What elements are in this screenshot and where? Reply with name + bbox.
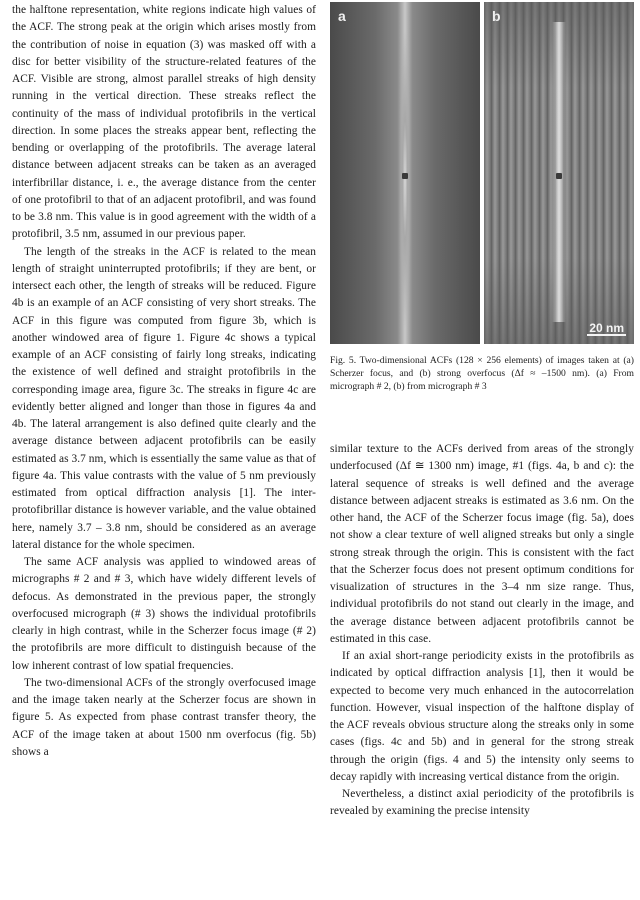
- figure-caption: Fig. 5. Two-dimensional ACFs (128 × 256 elements) of images taken at (a) Scherzer focus, and (b) strong overfocus (Δf ≈ –1500 nm). (a) From micrograph # 2, (b) from micrograph # 3: [330, 355, 634, 392]
- panel-label-a: a: [338, 8, 346, 24]
- right-text-column: [330, 441, 634, 821]
- paragraph: the halftone representation, white regions indicate high values of the ACF. The strong peak at the origin which arises mostly from the contribution of noise in equation (3) was masked off with a disc for better visibility of the structure-related features of the ACF. Visible are strong, almost parallel streaks of high density running in the vertical direction. These streaks reflect the continuity of the mass of individual protofibrils in the vertical direction. In some places the streaks appear bent, reflecting the bending or overlapping of the protofibrils. The average lateral distance between adjacent streaks can be taken as an averaged interfibrillar distance, i. e., the average distance from the center of one protofibril to that of an adjacent protofibril, and was found to be 3.8 nm. This value is in good agreement with the width of a protofibril, 3.5 nm, assumed in our previous paper.: [12, 4, 316, 241]
- origin-mask-disc: [402, 173, 408, 179]
- paragraph: The two-dimensional ACFs of the strongly overfocused image and the image taken nearly at the Scherzer focus are shown in figure 5. As expected from phase contrast transfer theory, the ACF of the image taken at about 1500 nm overfocus (fig. 5b) shows a: [12, 676, 316, 758]
- paragraph: If an axial short-range periodicity exists in the protofibrils as indicated by optical diffraction analysis [1], then it would be expected to become very much enhanced in the autocorrelation function. However, visual inspection of the halftone display of the ACF reveals obvious structure along the streaks only in some cases (figs. 4c and 5b) and in general for the strong streak through the origin (figs. 4 and 5) the intensity only seems to decay rapidly with increasing vertical distance from the origin.: [330, 650, 634, 783]
- scale-bar: 20 nm: [589, 321, 624, 335]
- figure-panel-a: [330, 2, 480, 344]
- paragraph: Nevertheless, a distinct axial periodicity of the protofibrils is revealed by examining the precise intensity: [330, 788, 634, 818]
- central-streak: [552, 22, 566, 322]
- paragraph: The same ACF analysis was applied to windowed areas of micrographs # 2 and # 3, which have widely different levels of defocus. As demonstrated in the previous paper, the strongly overfocused micrograph (# 3) shows the individual protofibrils clearly in high contrast, while in the Scherzer focus image (# 2) the protofibrils are more difficult to distinguish because of the low inherent contrast of low spatial frequencies.: [12, 556, 316, 672]
- left-text-column: [12, 2, 316, 761]
- paragraph: The length of the streaks in the ACF is related to the mean length of straight uninterrupted protofibrils; if they are bent, or intersect each other, the length of streaks will be reduced. Figure 4b is an example of an ACF consisting of very short streaks. The ACF in this figure was computed from figure 3b, which is another windowed area of figure 1. Figure 4c shows a typical example of an ACF consisting of fairly long streaks, indicating the existence of well defined and straight protofibrils in the corresponding image area, figure 3c. The streaks in figure 4c are evidently better aligned and longer than those in figures 4a and 4b. The lateral arrangement is also defined quite clearly and the average distance between adjacent protofibrils can be easily estimated as 3.7 nm, which is essentially the same value as that of figure 4a. This value contrasts with the value of 5 nm previously estimated from optical diffraction analysis [1]. The inter-protofibrillar distance is however variable, and the value obtained here, namely 3.7 – 3.8 nm, should be considered as an average lateral distance for the whole specimen.: [12, 245, 316, 551]
- figure-panel-b: [484, 2, 634, 344]
- origin-mask-disc: [556, 173, 562, 179]
- figure-5: [330, 2, 634, 344]
- paragraph: similar texture to the ACFs derived from areas of the strongly underfocused (Δf ≅ 1300 nm) image, #1 (figs. 4a, b and c): the lateral sequence of streaks is well defined and the average distance between adjacent streaks is estimated as 3.6 nm. On the other hand, the ACF of the Scherzer focus image (fig. 5a), does not show a clear texture of well aligned streaks but only a single strong streak through the origin. This is consistent with the fact that the Scherzer focus does not present optimum conditions for visualization of structures in the 3–4 nm size range. Thus, individual protofibrils do not stand out clearly in the image, and the average distance between adjacent protofibrils cannot be estimated in this case.: [330, 443, 634, 645]
- panel-label-b: b: [492, 8, 501, 24]
